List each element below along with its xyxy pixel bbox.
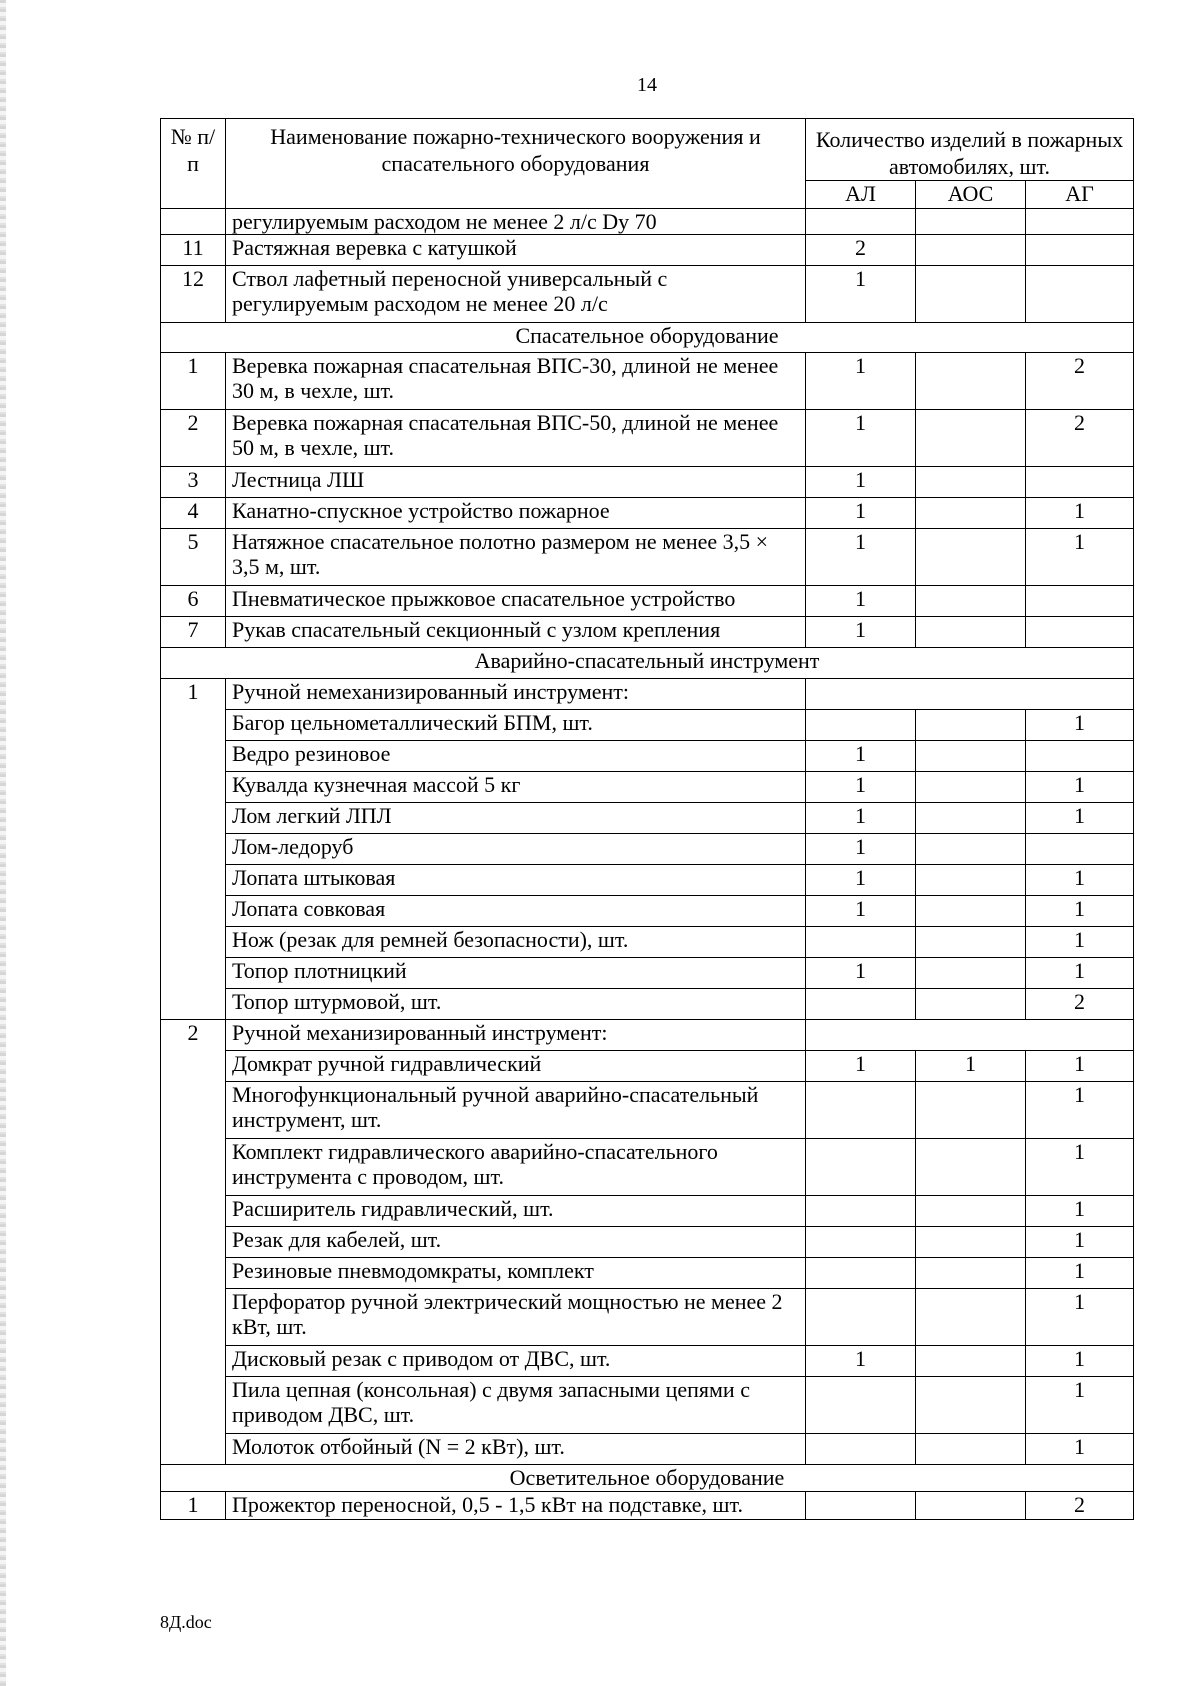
row-number (161, 927, 226, 958)
qty-al (806, 989, 916, 1020)
qty-aos (916, 896, 1026, 927)
qty-al: 1 (806, 1051, 916, 1082)
section-title: Спасательное оборудование (161, 323, 1134, 353)
group-row (161, 1020, 1134, 1051)
footer-filename: 8Д.doc (160, 1612, 212, 1632)
row-name: Резак для кабелей, шт. (226, 1227, 806, 1258)
qty-ag: 2 (1026, 1492, 1134, 1520)
qty-aos (916, 1289, 1026, 1346)
qty-al: 1 (806, 958, 916, 989)
row-name: Пневматическое прыжковое спасательное устройство (226, 586, 806, 617)
table-row (161, 958, 1134, 989)
qty-al: 1 (806, 896, 916, 927)
qty-ag (1026, 741, 1134, 772)
row-number (161, 865, 226, 896)
qty-ag: 1 (1026, 529, 1134, 586)
qty-aos (916, 834, 1026, 865)
qty-al (806, 1289, 916, 1346)
qty-al (806, 1139, 916, 1196)
row-number: 12 (161, 266, 226, 323)
qty-aos (916, 467, 1026, 498)
row-number (161, 1346, 226, 1377)
table-row (161, 467, 1134, 498)
row-number (161, 209, 226, 235)
row-name: Молоток отбойный (N = 2 кВт), шт. (226, 1434, 806, 1465)
section-title: Осветительное оборудование (161, 1465, 1134, 1492)
qty-aos (916, 266, 1026, 323)
qty-ag (1026, 834, 1134, 865)
qty-ag: 1 (1026, 1051, 1134, 1082)
qty-ag (1026, 467, 1134, 498)
qty-aos (916, 529, 1026, 586)
qty-aos (916, 586, 1026, 617)
qty-al (806, 209, 916, 235)
table-row (161, 1139, 1134, 1196)
row-number (161, 989, 226, 1020)
row-number (161, 958, 226, 989)
row-number: 1 (161, 1492, 226, 1520)
qty-aos (916, 1196, 1026, 1227)
table-row (161, 529, 1134, 586)
qty-aos (916, 353, 1026, 410)
row-number (161, 1434, 226, 1465)
table-row (161, 1082, 1134, 1139)
qty-aos (916, 741, 1026, 772)
qty-aos (916, 1139, 1026, 1196)
row-number (161, 896, 226, 927)
qty-ag (1026, 235, 1134, 266)
table-row (161, 1377, 1134, 1434)
group-row (161, 679, 1134, 710)
qty-aos (916, 927, 1026, 958)
row-name: Резиновые пневмодомкраты, комплект (226, 1258, 806, 1289)
row-number: 2 (161, 1020, 226, 1051)
qty-ag: 1 (1026, 1196, 1134, 1227)
row-number (161, 741, 226, 772)
row-name: Нож (резак для ремней безопасности), шт. (226, 927, 806, 958)
qty-al: 1 (806, 266, 916, 323)
qty-ag: 1 (1026, 1227, 1134, 1258)
table-row (161, 1051, 1134, 1082)
table-row (161, 803, 1134, 834)
row-number: 7 (161, 617, 226, 648)
qty-ag (1026, 209, 1134, 235)
qty-ag: 1 (1026, 498, 1134, 529)
row-number (161, 710, 226, 741)
row-number (161, 1196, 226, 1227)
group-quantity-cell (806, 679, 1134, 710)
row-number: 1 (161, 353, 226, 410)
row-name: Многофункциональный ручной аварийно-спасательный инструмент, шт. (226, 1082, 806, 1139)
row-name: Перфоратор ручной электрический мощностью не менее 2 кВт, шт. (226, 1289, 806, 1346)
qty-ag: 1 (1026, 1377, 1134, 1434)
row-name: Натяжное спасательное полотно размером не менее 3,5 × 3,5 м, шт. (226, 529, 806, 586)
qty-ag: 1 (1026, 958, 1134, 989)
qty-aos (916, 410, 1026, 467)
qty-aos (916, 1258, 1026, 1289)
table-row (161, 353, 1134, 410)
table-row (161, 1492, 1134, 1520)
qty-aos (916, 1377, 1026, 1434)
qty-al (806, 1492, 916, 1520)
row-number (161, 1289, 226, 1346)
row-number (161, 803, 226, 834)
row-number: 11 (161, 235, 226, 266)
row-name: Багор цельнометаллический БПМ, шт. (226, 710, 806, 741)
table-row (161, 927, 1134, 958)
section-row (161, 648, 1134, 679)
qty-al (806, 1377, 916, 1434)
table-row (161, 1196, 1134, 1227)
equipment-table (160, 118, 1134, 1520)
table-row (161, 410, 1134, 467)
row-number (161, 1139, 226, 1196)
row-name: Лом-ледоруб (226, 834, 806, 865)
row-name: Веревка пожарная спасательная ВПС-50, длиной не менее 50 м, в чехле, шт. (226, 410, 806, 467)
qty-ag: 1 (1026, 1139, 1134, 1196)
header-quantity: Количество изделий в пожарных автомобилях, шт. (806, 119, 1134, 181)
header-col-aos: АОС (916, 181, 1026, 209)
row-name: Расширитель гидравлический, шт. (226, 1196, 806, 1227)
header-col-al: АЛ (806, 181, 916, 209)
qty-al: 1 (806, 498, 916, 529)
qty-al (806, 710, 916, 741)
row-name: Рукав спасательный секционный с узлом крепления (226, 617, 806, 648)
qty-aos (916, 498, 1026, 529)
qty-al (806, 1434, 916, 1465)
qty-ag: 1 (1026, 1289, 1134, 1346)
qty-al: 1 (806, 865, 916, 896)
table-row (161, 710, 1134, 741)
qty-al: 1 (806, 617, 916, 648)
qty-ag (1026, 617, 1134, 648)
row-number: 4 (161, 498, 226, 529)
row-number (161, 1082, 226, 1139)
table-row (161, 617, 1134, 648)
qty-al: 1 (806, 410, 916, 467)
qty-al: 1 (806, 1346, 916, 1377)
row-number (161, 1051, 226, 1082)
qty-aos (916, 1492, 1026, 1520)
table-row (161, 741, 1134, 772)
qty-aos (916, 865, 1026, 896)
qty-al: 1 (806, 353, 916, 410)
row-name: Лопата совковая (226, 896, 806, 927)
row-name: Топор плотницкий (226, 958, 806, 989)
header-col-ag: АГ (1026, 181, 1134, 209)
section-row (161, 1465, 1134, 1492)
row-name: Ручной немеханизированный инструмент: (226, 679, 806, 710)
table-row (161, 772, 1134, 803)
qty-al: 1 (806, 803, 916, 834)
row-number: 2 (161, 410, 226, 467)
page-number: 14 (637, 74, 657, 96)
qty-aos (916, 958, 1026, 989)
row-number: 1 (161, 679, 226, 710)
qty-ag: 1 (1026, 865, 1134, 896)
qty-al: 1 (806, 467, 916, 498)
table-row (161, 896, 1134, 927)
qty-aos (916, 209, 1026, 235)
row-name: Дисковый резак с приводом от ДВС, шт. (226, 1346, 806, 1377)
row-number: 3 (161, 467, 226, 498)
header-name: Наименование пожарно-технического вооружения и спасательного оборудования (226, 119, 806, 209)
row-name: Лопата штыковая (226, 865, 806, 896)
row-name: Кувалда кузнечная массой 5 кг (226, 772, 806, 803)
row-number (161, 1258, 226, 1289)
table-row (161, 1289, 1134, 1346)
row-number: 5 (161, 529, 226, 586)
qty-aos (916, 1082, 1026, 1139)
qty-aos (916, 803, 1026, 834)
qty-aos (916, 989, 1026, 1020)
qty-aos (916, 772, 1026, 803)
table-row (161, 209, 1134, 235)
row-number (161, 1227, 226, 1258)
qty-al: 1 (806, 586, 916, 617)
qty-aos (916, 617, 1026, 648)
row-name: Канатно-спускное устройство пожарное (226, 498, 806, 529)
qty-ag: 1 (1026, 1082, 1134, 1139)
table-row (161, 989, 1134, 1020)
qty-aos (916, 235, 1026, 266)
qty-ag: 1 (1026, 803, 1134, 834)
row-name: Ствол лафетный переносной универсальный с регулируемым расходом не менее 20 л/с (226, 266, 806, 323)
qty-al (806, 927, 916, 958)
qty-al (806, 1258, 916, 1289)
qty-ag: 1 (1026, 772, 1134, 803)
row-name: Прожектор переносной, 0,5 - 1,5 кВт на подставке, шт. (226, 1492, 806, 1520)
qty-ag: 1 (1026, 1258, 1134, 1289)
row-name: Ручной механизированный инструмент: (226, 1020, 806, 1051)
qty-ag: 2 (1026, 410, 1134, 467)
qty-aos (916, 1346, 1026, 1377)
row-name: Домкрат ручной гидравлический (226, 1051, 806, 1082)
table-body (161, 209, 1134, 1520)
qty-ag: 2 (1026, 989, 1134, 1020)
qty-ag: 2 (1026, 353, 1134, 410)
table-row (161, 1227, 1134, 1258)
qty-aos (916, 710, 1026, 741)
qty-al: 1 (806, 529, 916, 586)
qty-ag (1026, 586, 1134, 617)
section-title: Аварийно-спасательный инструмент (161, 648, 1134, 679)
scan-edge (0, 0, 6, 1686)
qty-al: 2 (806, 235, 916, 266)
row-number (161, 772, 226, 803)
qty-al (806, 1227, 916, 1258)
qty-ag: 1 (1026, 1434, 1134, 1465)
qty-ag: 1 (1026, 896, 1134, 927)
qty-aos (916, 1227, 1026, 1258)
row-name: Лом легкий ЛПЛ (226, 803, 806, 834)
table-row (161, 235, 1134, 266)
row-name: Лестница ЛШ (226, 467, 806, 498)
qty-ag: 1 (1026, 710, 1134, 741)
row-name: Ведро резиновое (226, 741, 806, 772)
row-name: Растяжная веревка с катушкой (226, 235, 806, 266)
row-name: Топор штурмовой, шт. (226, 989, 806, 1020)
qty-al (806, 1082, 916, 1139)
qty-aos: 1 (916, 1051, 1026, 1082)
row-number: 6 (161, 586, 226, 617)
row-name: Комплект гидравлического аварийно-спасательного инструмента с проводом, шт. (226, 1139, 806, 1196)
group-quantity-cell (806, 1020, 1134, 1051)
table-row (161, 1346, 1134, 1377)
qty-al: 1 (806, 834, 916, 865)
qty-al: 1 (806, 741, 916, 772)
section-row (161, 323, 1134, 353)
row-name: регулируемым расходом не менее 2 л/с Dy 70 (226, 209, 806, 235)
qty-ag: 1 (1026, 1346, 1134, 1377)
table-row (161, 1434, 1134, 1465)
qty-al: 1 (806, 772, 916, 803)
row-number (161, 834, 226, 865)
table-row (161, 266, 1134, 323)
table-row (161, 586, 1134, 617)
qty-aos (916, 1434, 1026, 1465)
table-row (161, 1258, 1134, 1289)
row-name: Пила цепная (консольная) с двумя запасными цепями с приводом ДВС, шт. (226, 1377, 806, 1434)
qty-ag: 1 (1026, 927, 1134, 958)
header-no: № п/п (161, 119, 226, 209)
qty-al (806, 1196, 916, 1227)
row-name: Веревка пожарная спасательная ВПС-30, длиной не менее 30 м, в чехле, шт. (226, 353, 806, 410)
qty-ag (1026, 266, 1134, 323)
row-number (161, 1377, 226, 1434)
table-row (161, 865, 1134, 896)
table-row (161, 498, 1134, 529)
table-row (161, 834, 1134, 865)
